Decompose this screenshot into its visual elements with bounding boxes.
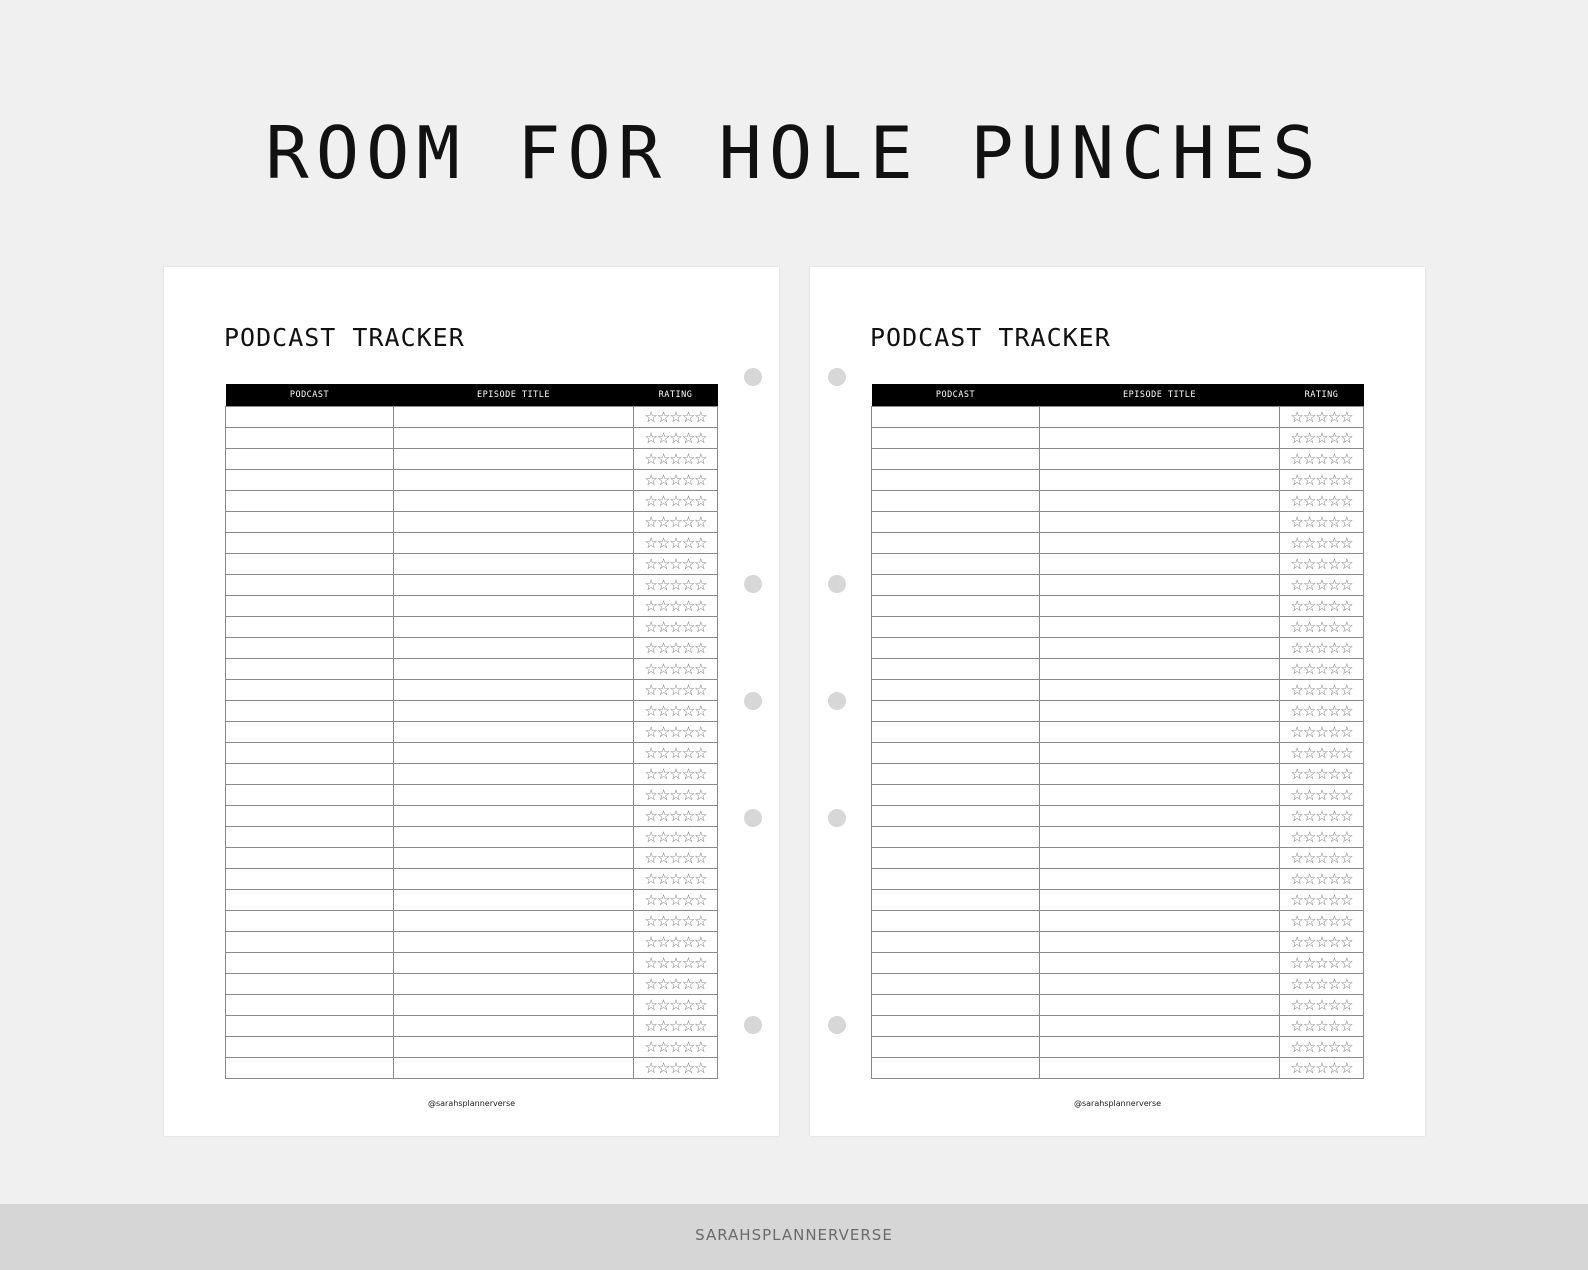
rating-stars-cell[interactable]: ☆☆☆☆☆ bbox=[1280, 491, 1364, 512]
table-row bbox=[226, 470, 718, 491]
table-row bbox=[226, 1037, 718, 1058]
rating-stars-cell[interactable]: ☆☆☆☆☆ bbox=[1280, 953, 1364, 974]
episode-title-cell[interactable] bbox=[1040, 533, 1280, 554]
episode-title-cell[interactable] bbox=[1040, 512, 1280, 533]
podcast-cell[interactable] bbox=[872, 617, 1040, 638]
podcast-cell[interactable] bbox=[226, 995, 394, 1016]
punch-hole-icon bbox=[744, 368, 762, 386]
table-row bbox=[872, 512, 1364, 533]
table-row bbox=[872, 617, 1364, 638]
rating-stars-cell[interactable]: ☆☆☆☆☆ bbox=[1280, 1016, 1364, 1037]
episode-title-cell[interactable] bbox=[1040, 806, 1280, 827]
episode-title-cell[interactable] bbox=[1040, 1016, 1280, 1037]
episode-title-cell[interactable] bbox=[1040, 932, 1280, 953]
episode-title-cell[interactable] bbox=[394, 680, 634, 701]
rating-stars-cell[interactable]: ☆☆☆☆☆ bbox=[634, 848, 718, 869]
punch-hole-icon bbox=[828, 809, 846, 827]
episode-title-cell[interactable] bbox=[1040, 428, 1280, 449]
rating-stars-cell[interactable]: ☆☆☆☆☆ bbox=[634, 785, 718, 806]
column-header-podcast: PODCAST bbox=[872, 384, 1040, 407]
rating-stars-cell[interactable]: ☆☆☆☆☆ bbox=[634, 743, 718, 764]
rating-stars-cell[interactable]: ☆☆☆☆☆ bbox=[634, 953, 718, 974]
podcast-cell[interactable] bbox=[226, 785, 394, 806]
page-title: PODCAST TRACKER bbox=[870, 323, 1111, 352]
table-row bbox=[226, 1058, 718, 1079]
podcast-cell[interactable] bbox=[872, 512, 1040, 533]
table-row bbox=[226, 491, 718, 512]
podcast-cell[interactable] bbox=[872, 869, 1040, 890]
episode-title-cell[interactable] bbox=[394, 932, 634, 953]
rating-stars-cell[interactable]: ☆☆☆☆☆ bbox=[1280, 470, 1364, 491]
episode-title-cell[interactable] bbox=[1040, 764, 1280, 785]
podcast-cell[interactable] bbox=[226, 722, 394, 743]
rating-stars-cell[interactable]: ☆☆☆☆☆ bbox=[634, 869, 718, 890]
podcast-cell[interactable] bbox=[226, 743, 394, 764]
table-row bbox=[226, 974, 718, 995]
table-header bbox=[872, 384, 1364, 407]
podcast-cell[interactable] bbox=[872, 995, 1040, 1016]
rating-stars-cell[interactable]: ☆☆☆☆☆ bbox=[1280, 911, 1364, 932]
podcast-cell[interactable] bbox=[872, 848, 1040, 869]
podcast-cell[interactable] bbox=[226, 449, 394, 470]
rating-stars-cell[interactable]: ☆☆☆☆☆ bbox=[634, 680, 718, 701]
episode-title-cell[interactable] bbox=[394, 743, 634, 764]
episode-title-cell[interactable] bbox=[394, 449, 634, 470]
podcast-cell[interactable] bbox=[872, 1037, 1040, 1058]
episode-title-cell[interactable] bbox=[394, 869, 634, 890]
podcast-cell[interactable] bbox=[872, 1016, 1040, 1037]
episode-title-cell[interactable] bbox=[394, 659, 634, 680]
tracker-table bbox=[225, 384, 718, 1079]
column-header-episode-title: EPISODE TITLE bbox=[1040, 384, 1280, 407]
episode-title-cell[interactable] bbox=[394, 974, 634, 995]
table-row bbox=[872, 890, 1364, 911]
podcast-cell[interactable] bbox=[226, 932, 394, 953]
rating-stars-cell[interactable]: ☆☆☆☆☆ bbox=[634, 575, 718, 596]
podcast-cell[interactable] bbox=[226, 680, 394, 701]
table-row bbox=[872, 869, 1364, 890]
podcast-cell[interactable] bbox=[226, 470, 394, 491]
table-row bbox=[226, 638, 718, 659]
table-row bbox=[226, 554, 718, 575]
episode-title-cell[interactable] bbox=[394, 953, 634, 974]
podcast-cell[interactable] bbox=[226, 575, 394, 596]
table-row bbox=[872, 722, 1364, 743]
rating-stars-cell[interactable]: ☆☆☆☆☆ bbox=[634, 638, 718, 659]
rating-stars-cell[interactable]: ☆☆☆☆☆ bbox=[1280, 974, 1364, 995]
podcast-cell[interactable] bbox=[872, 680, 1040, 701]
episode-title-cell[interactable] bbox=[1040, 596, 1280, 617]
rating-stars-cell[interactable]: ☆☆☆☆☆ bbox=[634, 827, 718, 848]
table-row bbox=[226, 575, 718, 596]
rating-stars-cell[interactable]: ☆☆☆☆☆ bbox=[634, 932, 718, 953]
rating-stars-cell[interactable]: ☆☆☆☆☆ bbox=[1280, 827, 1364, 848]
table-row bbox=[872, 806, 1364, 827]
rating-stars-cell[interactable]: ☆☆☆☆☆ bbox=[634, 407, 718, 428]
episode-title-cell[interactable] bbox=[394, 512, 634, 533]
punch-hole-icon bbox=[828, 575, 846, 593]
rating-stars-cell[interactable]: ☆☆☆☆☆ bbox=[634, 596, 718, 617]
column-header-rating: RATING bbox=[1280, 384, 1364, 407]
podcast-cell[interactable] bbox=[226, 428, 394, 449]
episode-title-cell[interactable] bbox=[1040, 1037, 1280, 1058]
episode-title-cell[interactable] bbox=[1040, 869, 1280, 890]
rating-stars-cell[interactable]: ☆☆☆☆☆ bbox=[634, 659, 718, 680]
podcast-cell[interactable] bbox=[872, 638, 1040, 659]
episode-title-cell[interactable] bbox=[1040, 491, 1280, 512]
podcast-cell[interactable] bbox=[872, 491, 1040, 512]
rating-stars-cell[interactable]: ☆☆☆☆☆ bbox=[1280, 512, 1364, 533]
rating-stars-cell[interactable]: ☆☆☆☆☆ bbox=[634, 428, 718, 449]
rating-stars-cell[interactable]: ☆☆☆☆☆ bbox=[1280, 722, 1364, 743]
podcast-cell[interactable] bbox=[872, 428, 1040, 449]
podcast-cell[interactable] bbox=[872, 533, 1040, 554]
podcast-cell[interactable] bbox=[872, 911, 1040, 932]
table-row bbox=[226, 848, 718, 869]
table-row bbox=[226, 428, 718, 449]
podcast-cell[interactable] bbox=[226, 701, 394, 722]
table-row bbox=[226, 890, 718, 911]
rating-stars-cell[interactable]: ☆☆☆☆☆ bbox=[1280, 449, 1364, 470]
podcast-cell[interactable] bbox=[872, 743, 1040, 764]
episode-title-cell[interactable] bbox=[1040, 470, 1280, 491]
podcast-cell[interactable] bbox=[226, 974, 394, 995]
rating-stars-cell[interactable]: ☆☆☆☆☆ bbox=[1280, 995, 1364, 1016]
episode-title-cell[interactable] bbox=[394, 827, 634, 848]
rating-stars-cell[interactable]: ☆☆☆☆☆ bbox=[1280, 659, 1364, 680]
table-row bbox=[872, 827, 1364, 848]
rating-stars-cell[interactable]: ☆☆☆☆☆ bbox=[634, 806, 718, 827]
episode-title-cell[interactable] bbox=[394, 1058, 634, 1079]
rating-stars-cell[interactable]: ☆☆☆☆☆ bbox=[634, 911, 718, 932]
table-row bbox=[872, 575, 1364, 596]
rating-stars-cell[interactable]: ☆☆☆☆☆ bbox=[1280, 617, 1364, 638]
rating-stars-cell[interactable]: ☆☆☆☆☆ bbox=[634, 722, 718, 743]
rating-stars-cell[interactable]: ☆☆☆☆☆ bbox=[1280, 764, 1364, 785]
episode-title-cell[interactable] bbox=[394, 995, 634, 1016]
footer-brand: SARAHSPLANNERVERSE bbox=[695, 1226, 893, 1244]
episode-title-cell[interactable] bbox=[394, 701, 634, 722]
episode-title-cell[interactable] bbox=[394, 638, 634, 659]
podcast-cell[interactable] bbox=[872, 722, 1040, 743]
table-row bbox=[226, 722, 718, 743]
episode-title-cell[interactable] bbox=[394, 806, 634, 827]
rating-stars-cell[interactable]: ☆☆☆☆☆ bbox=[1280, 554, 1364, 575]
table-row bbox=[872, 680, 1364, 701]
podcast-cell[interactable] bbox=[226, 911, 394, 932]
episode-title-cell[interactable] bbox=[1040, 911, 1280, 932]
column-header-podcast: PODCAST bbox=[226, 384, 394, 407]
column-header-episode-title: EPISODE TITLE bbox=[394, 384, 634, 407]
credit: @sarahsplannerverse bbox=[1073, 1099, 1162, 1108]
rating-stars-cell[interactable]: ☆☆☆☆☆ bbox=[634, 470, 718, 491]
table-row bbox=[226, 785, 718, 806]
punch-hole-icon bbox=[744, 1016, 762, 1034]
rating-stars-cell[interactable]: ☆☆☆☆☆ bbox=[634, 449, 718, 470]
credit: @sarahsplannerverse bbox=[427, 1099, 516, 1108]
episode-title-cell[interactable] bbox=[1040, 617, 1280, 638]
headline: ROOM FOR HOLE PUNCHES bbox=[265, 111, 1323, 195]
episode-title-cell[interactable] bbox=[1040, 953, 1280, 974]
table-row bbox=[226, 407, 718, 428]
episode-title-cell[interactable] bbox=[1040, 890, 1280, 911]
podcast-cell[interactable] bbox=[872, 470, 1040, 491]
podcast-cell[interactable] bbox=[872, 554, 1040, 575]
podcast-cell[interactable] bbox=[226, 554, 394, 575]
rating-stars-cell[interactable]: ☆☆☆☆☆ bbox=[1280, 890, 1364, 911]
podcast-cell[interactable] bbox=[872, 449, 1040, 470]
podcast-cell[interactable] bbox=[226, 890, 394, 911]
episode-title-cell[interactable] bbox=[394, 575, 634, 596]
tracker-page-right bbox=[810, 267, 1425, 1136]
table-row bbox=[226, 764, 718, 785]
table-row bbox=[226, 953, 718, 974]
punch-hole-icon bbox=[828, 692, 846, 710]
episode-title-cell[interactable] bbox=[394, 407, 634, 428]
podcast-cell[interactable] bbox=[872, 659, 1040, 680]
rating-stars-cell[interactable]: ☆☆☆☆☆ bbox=[634, 974, 718, 995]
rating-stars-cell[interactable]: ☆☆☆☆☆ bbox=[634, 533, 718, 554]
episode-title-cell[interactable] bbox=[394, 890, 634, 911]
podcast-cell[interactable] bbox=[226, 533, 394, 554]
rating-stars-cell[interactable]: ☆☆☆☆☆ bbox=[1280, 932, 1364, 953]
table-row bbox=[872, 428, 1364, 449]
podcast-cell[interactable] bbox=[872, 827, 1040, 848]
episode-title-cell[interactable] bbox=[1040, 659, 1280, 680]
podcast-cell[interactable] bbox=[226, 407, 394, 428]
rating-stars-cell[interactable]: ☆☆☆☆☆ bbox=[634, 617, 718, 638]
podcast-cell[interactable] bbox=[226, 1037, 394, 1058]
table-row bbox=[872, 1016, 1364, 1037]
table-row bbox=[872, 1058, 1364, 1079]
episode-title-cell[interactable] bbox=[394, 764, 634, 785]
column-header-rating: RATING bbox=[634, 384, 718, 407]
rating-stars-cell[interactable]: ☆☆☆☆☆ bbox=[634, 995, 718, 1016]
table-row bbox=[872, 533, 1364, 554]
episode-title-cell[interactable] bbox=[1040, 1058, 1280, 1079]
table-row bbox=[872, 701, 1364, 722]
rating-stars-cell[interactable]: ☆☆☆☆☆ bbox=[1280, 638, 1364, 659]
episode-title-cell[interactable] bbox=[1040, 722, 1280, 743]
table-row bbox=[226, 932, 718, 953]
rating-stars-cell[interactable]: ☆☆☆☆☆ bbox=[634, 554, 718, 575]
episode-title-cell[interactable] bbox=[1040, 743, 1280, 764]
episode-title-cell[interactable] bbox=[1040, 848, 1280, 869]
table-row bbox=[872, 470, 1364, 491]
podcast-cell[interactable] bbox=[872, 932, 1040, 953]
podcast-cell[interactable] bbox=[226, 806, 394, 827]
episode-title-cell[interactable] bbox=[394, 848, 634, 869]
episode-title-cell[interactable] bbox=[1040, 407, 1280, 428]
table-row bbox=[872, 995, 1364, 1016]
episode-title-cell[interactable] bbox=[1040, 995, 1280, 1016]
podcast-cell[interactable] bbox=[226, 596, 394, 617]
table-row bbox=[226, 1016, 718, 1037]
table-row bbox=[872, 659, 1364, 680]
table-row bbox=[226, 617, 718, 638]
rating-stars-cell[interactable]: ☆☆☆☆☆ bbox=[1280, 701, 1364, 722]
rating-stars-cell[interactable]: ☆☆☆☆☆ bbox=[634, 491, 718, 512]
table-row bbox=[226, 869, 718, 890]
punch-hole-icon bbox=[744, 692, 762, 710]
rating-stars-cell[interactable]: ☆☆☆☆☆ bbox=[1280, 848, 1364, 869]
punch-hole-icon bbox=[828, 1016, 846, 1034]
rating-stars-cell[interactable]: ☆☆☆☆☆ bbox=[634, 512, 718, 533]
table-row bbox=[872, 1037, 1364, 1058]
rating-stars-cell[interactable]: ☆☆☆☆☆ bbox=[1280, 428, 1364, 449]
episode-title-cell[interactable] bbox=[394, 1037, 634, 1058]
table-row bbox=[872, 596, 1364, 617]
episode-title-cell[interactable] bbox=[1040, 449, 1280, 470]
podcast-cell[interactable] bbox=[226, 953, 394, 974]
table-row bbox=[872, 953, 1364, 974]
podcast-cell[interactable] bbox=[226, 512, 394, 533]
episode-title-cell[interactable] bbox=[1040, 638, 1280, 659]
table-row bbox=[872, 449, 1364, 470]
table-row bbox=[872, 554, 1364, 575]
table-row bbox=[226, 911, 718, 932]
rating-stars-cell[interactable]: ☆☆☆☆☆ bbox=[1280, 407, 1364, 428]
episode-title-cell[interactable] bbox=[1040, 554, 1280, 575]
table-row bbox=[226, 743, 718, 764]
table-row bbox=[872, 932, 1364, 953]
podcast-cell[interactable] bbox=[872, 785, 1040, 806]
podcast-cell[interactable] bbox=[872, 890, 1040, 911]
episode-title-cell[interactable] bbox=[1040, 701, 1280, 722]
episode-title-cell[interactable] bbox=[1040, 680, 1280, 701]
podcast-cell[interactable] bbox=[226, 659, 394, 680]
table-row bbox=[872, 491, 1364, 512]
episode-title-cell[interactable] bbox=[1040, 785, 1280, 806]
rating-stars-cell[interactable]: ☆☆☆☆☆ bbox=[1280, 806, 1364, 827]
table-row bbox=[226, 995, 718, 1016]
rating-stars-cell[interactable]: ☆☆☆☆☆ bbox=[634, 1016, 718, 1037]
podcast-cell[interactable] bbox=[872, 575, 1040, 596]
rating-stars-cell[interactable]: ☆☆☆☆☆ bbox=[634, 1058, 718, 1079]
tracker-page-left bbox=[164, 267, 779, 1136]
podcast-cell[interactable] bbox=[872, 953, 1040, 974]
episode-title-cell[interactable] bbox=[394, 554, 634, 575]
episode-title-cell[interactable] bbox=[394, 911, 634, 932]
podcast-cell[interactable] bbox=[872, 764, 1040, 785]
page-title: PODCAST TRACKER bbox=[224, 323, 465, 352]
table-row bbox=[872, 407, 1364, 428]
podcast-cell[interactable] bbox=[226, 764, 394, 785]
episode-title-cell[interactable] bbox=[394, 491, 634, 512]
rating-stars-cell[interactable]: ☆☆☆☆☆ bbox=[1280, 533, 1364, 554]
rating-stars-cell[interactable]: ☆☆☆☆☆ bbox=[1280, 785, 1364, 806]
rating-stars-cell[interactable]: ☆☆☆☆☆ bbox=[1280, 575, 1364, 596]
podcast-cell[interactable] bbox=[872, 701, 1040, 722]
rating-stars-cell[interactable]: ☆☆☆☆☆ bbox=[1280, 1058, 1364, 1079]
podcast-cell[interactable] bbox=[872, 596, 1040, 617]
rating-stars-cell[interactable]: ☆☆☆☆☆ bbox=[634, 764, 718, 785]
table-row bbox=[226, 596, 718, 617]
table-row bbox=[226, 701, 718, 722]
table-row bbox=[226, 659, 718, 680]
podcast-cell[interactable] bbox=[226, 491, 394, 512]
episode-title-cell[interactable] bbox=[394, 617, 634, 638]
punch-hole-icon bbox=[744, 575, 762, 593]
punch-hole-icon bbox=[744, 809, 762, 827]
episode-title-cell[interactable] bbox=[394, 1016, 634, 1037]
episode-title-cell[interactable] bbox=[394, 428, 634, 449]
podcast-cell[interactable] bbox=[872, 1058, 1040, 1079]
table-row bbox=[872, 764, 1364, 785]
tracker-table bbox=[871, 384, 1364, 1079]
table-row bbox=[226, 680, 718, 701]
rating-stars-cell[interactable]: ☆☆☆☆☆ bbox=[1280, 1037, 1364, 1058]
table-row bbox=[226, 512, 718, 533]
podcast-cell[interactable] bbox=[226, 1058, 394, 1079]
podcast-cell[interactable] bbox=[226, 1016, 394, 1037]
podcast-cell[interactable] bbox=[872, 407, 1040, 428]
rating-stars-cell[interactable]: ☆☆☆☆☆ bbox=[1280, 869, 1364, 890]
episode-title-cell[interactable] bbox=[1040, 827, 1280, 848]
episode-title-cell[interactable] bbox=[394, 533, 634, 554]
episode-title-cell[interactable] bbox=[394, 470, 634, 491]
table-row bbox=[872, 848, 1364, 869]
rating-stars-cell[interactable]: ☆☆☆☆☆ bbox=[634, 890, 718, 911]
rating-stars-cell[interactable]: ☆☆☆☆☆ bbox=[1280, 680, 1364, 701]
table-row bbox=[872, 785, 1364, 806]
episode-title-cell[interactable] bbox=[394, 722, 634, 743]
table-row bbox=[872, 974, 1364, 995]
episode-title-cell[interactable] bbox=[1040, 575, 1280, 596]
episode-title-cell[interactable] bbox=[394, 785, 634, 806]
podcast-cell[interactable] bbox=[226, 638, 394, 659]
table-row bbox=[872, 743, 1364, 764]
rating-stars-cell[interactable]: ☆☆☆☆☆ bbox=[1280, 596, 1364, 617]
podcast-cell[interactable] bbox=[872, 806, 1040, 827]
podcast-cell[interactable] bbox=[226, 617, 394, 638]
podcast-cell[interactable] bbox=[872, 974, 1040, 995]
table-row bbox=[872, 911, 1364, 932]
footer-bar bbox=[0, 1204, 1588, 1270]
table-row bbox=[226, 827, 718, 848]
podcast-cell[interactable] bbox=[226, 848, 394, 869]
podcast-cell[interactable] bbox=[226, 869, 394, 890]
table-header bbox=[226, 384, 718, 407]
table-row bbox=[226, 449, 718, 470]
table-row bbox=[226, 533, 718, 554]
episode-title-cell[interactable] bbox=[394, 596, 634, 617]
podcast-cell[interactable] bbox=[226, 827, 394, 848]
episode-title-cell[interactable] bbox=[1040, 974, 1280, 995]
table-row bbox=[226, 806, 718, 827]
punch-hole-icon bbox=[828, 368, 846, 386]
rating-stars-cell[interactable]: ☆☆☆☆☆ bbox=[634, 701, 718, 722]
rating-stars-cell[interactable]: ☆☆☆☆☆ bbox=[634, 1037, 718, 1058]
table-row bbox=[872, 638, 1364, 659]
rating-stars-cell[interactable]: ☆☆☆☆☆ bbox=[1280, 743, 1364, 764]
